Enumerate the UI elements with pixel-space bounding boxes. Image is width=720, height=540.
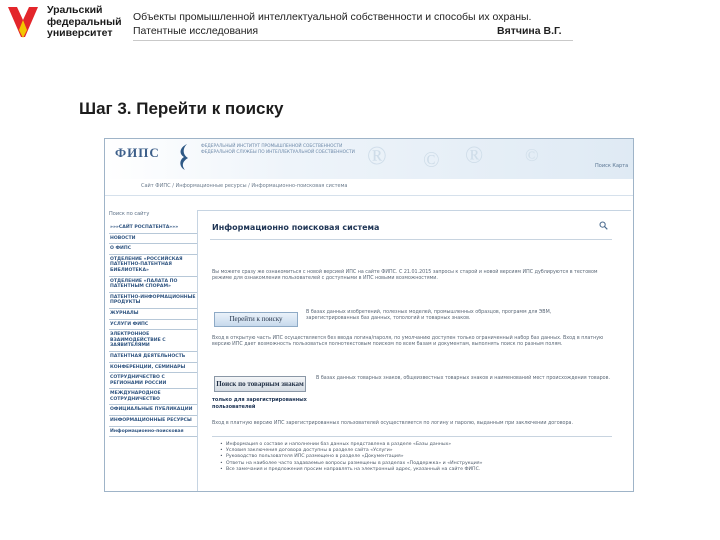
urfu-logo-icon (6, 4, 40, 40)
info-divider (212, 436, 612, 437)
nav-item[interactable]: О ФИПС (109, 244, 199, 255)
slide-title: Шаг 3. Перейти к поиску (79, 99, 284, 118)
watermark-icon: ® (367, 141, 387, 170)
access-note: Вход в открытую часть ИПС осуществляется без ввода логина/пароля, по умолчанию доступен только ограниченный набор баз данных. Вход в платную версию ИПС дает возможность пользоваться полнотекстовым поиском по всем базам и документам, выполнять поиск по разным полям. (212, 336, 604, 348)
list-item[interactable]: • Информация о составе и наполнении баз данных представлена в разделе «Базы данных» (220, 442, 616, 448)
nav-item[interactable]: СОТРУДНИЧЕСТВО С РЕГИОНАМИ РОССИИ (109, 373, 199, 389)
ips-title: Информационно поисковая система (212, 223, 380, 232)
list-item[interactable]: • Руководство пользователя ИПС размещено в разделе «Документация» (220, 454, 616, 460)
fips-emblem-icon (173, 142, 193, 172)
ips-content-panel (197, 210, 631, 492)
registered-users-title: только для зарегистрированных пользователей (212, 397, 307, 410)
trademark-search-button[interactable]: Поиск по товарным знакам (214, 376, 306, 392)
search-icon[interactable] (599, 221, 608, 230)
watermark-icon: © (525, 145, 539, 165)
site-search-link[interactable]: Поиск по сайту (109, 211, 150, 217)
urfu-logo (6, 4, 126, 42)
nav-item[interactable]: КОНФЕРЕНЦИИ, СЕМИНАРЫ (109, 363, 199, 374)
nav-item[interactable]: УСЛУГИ ФИПС (109, 320, 199, 331)
site-banner (105, 139, 633, 179)
nav-item[interactable]: ЭЛЕКТРОННОЕ ВЗАИМОДЕЙСТВИЕ С ЗАЯВИТЕЛЯМИ (109, 330, 199, 352)
nav-item[interactable]: ПАТЕНТНО-ИНФОРМАЦИОННЫЕ ПРОДУКТЫ (109, 293, 199, 309)
trademark-button-description: В базах данных товарных знаков, общеизвестных товарных знаков и наименований мест происхождения товаров. (316, 376, 610, 381)
nav-item-active[interactable]: Информационно-поисковая (109, 427, 199, 438)
go-to-search-button[interactable]: Перейти к поиску (214, 312, 298, 327)
search-button-description: В базах данных изобретений, полезных моделей, промышленных образцов, программ для ЭВМ, зарегистрированных баз данных, топологий и товарных знаков. (306, 310, 552, 322)
header-subject: Объекты промышленной интеллектуальной собственности и способы их охраны. (133, 11, 532, 23)
site-sidebar-nav (109, 211, 199, 437)
nav-item[interactable]: ОФИЦИАЛЬНЫЕ ПУБЛИКАЦИИ (109, 405, 199, 416)
site-divider (105, 195, 633, 196)
list-item[interactable]: • Ответы на наиболее часто задаваемые вопросы размещены в разделах «Поддержка» и «Инструкция» (220, 461, 616, 467)
logo-line-1: Уральский (47, 4, 103, 16)
nav-item[interactable]: МЕЖДУНАРОДНОЕ СОТРУДНИЧЕСТВО (109, 389, 199, 405)
header-divider (133, 40, 573, 41)
nav-item[interactable]: ПАТЕНТНАЯ ДЕЯТЕЛЬНОСТЬ (109, 352, 199, 363)
list-item[interactable]: • Условия заключения договора доступны в разделе сайта «Услуги» (220, 448, 616, 454)
info-list (220, 442, 616, 473)
site-logo[interactable]: ФИПС (115, 145, 160, 160)
ips-divider (210, 239, 612, 240)
registered-users-note: Вход в платную версию ИПС зарегистрированных пользователей осуществляется по логину и паролю, выданным при заключении договора. (212, 421, 573, 426)
logo-line-2: федеральный (47, 15, 122, 28)
watermark-icon: © (423, 147, 440, 172)
nav-item[interactable]: НОВОСТИ (109, 234, 199, 245)
breadcrumb[interactable]: Сайт ФИПС / Информационные ресурсы / Информационно-поисковая система (141, 183, 348, 189)
header-topic: Патентные исследования (133, 25, 259, 37)
list-item[interactable]: • Все замечания и предложения просим направлять на электронный адрес, указанный на сайте ФИПС. (220, 467, 616, 473)
site-top-links[interactable]: Поиск Карта (595, 163, 629, 169)
watermark-icon: ® (465, 143, 484, 169)
logo-line-3: университет (47, 27, 113, 39)
fips-website-screenshot (104, 138, 634, 492)
nav-item[interactable]: ОТДЕЛЕНИЕ «РОССИЙСКАЯ ПАТЕНТНО-ПАТЕНТНАЯ БИБЛИОТЕКА» (109, 255, 199, 277)
nav-item[interactable]: ИНФОРМАЦИОННЫЕ РЕСУРСЫ (109, 416, 199, 427)
nav-item[interactable]: ЖУРНАЛЫ (109, 309, 199, 320)
site-banner-text: ФЕДЕРАЛЬНЫЙ ИНСТИТУТ ПРОМЫШЛЕННОЙ СОБСТВЕННОСТИ ФЕДЕРАЛЬНОЙ СЛУЖБЫ ПО ИНТЕЛЛЕКТУАЛЬНОЙ СОБСТВЕННОСТИ (201, 144, 355, 155)
header-author: Вятчина В.Г. (497, 25, 562, 37)
nav-item[interactable]: ОТДЕЛЕНИЕ «ПАЛАТА ПО ПАТЕНТНЫМ СПОРАМ» (109, 277, 199, 293)
nav-item[interactable]: »»»САЙТ РОСПАТЕНТА»»» (109, 223, 199, 234)
ips-intro: Вы можете сразу же ознакомиться с новой версией ИПС на сайте ФИПС. С 21.01.2015 запросы к старой и новой версиям ИПС дублируются в тестовом режиме для ознакомления пользователей с доступными в ИПС новыми возможностями. (212, 270, 598, 282)
